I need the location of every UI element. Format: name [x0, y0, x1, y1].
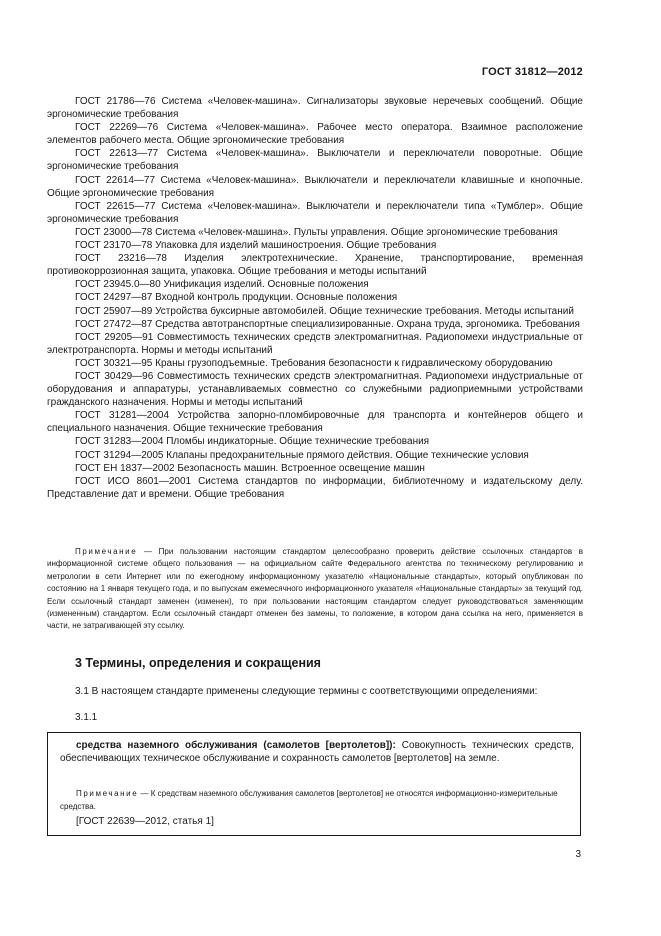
term-source: [ГОСТ 22639—2012, статья 1] — [76, 816, 214, 827]
section-title: 3 Термины, определения и сокращения — [75, 656, 321, 670]
reference-item: ГОСТ 27472—87 Средства автотранспортные специализированные. Охрана труда, эргономика. Требования — [75, 318, 580, 330]
reference-item: ГОСТ 22269—76 Система «Человек-машина». Рабочее место оператора. Взаимное расположение элементов рабочего места. Общие эргономические требования — [47, 122, 583, 147]
reference-item: ГОСТ 23000—78 Система «Человек-машина». Пульты управления. Общие эргономические требования — [75, 226, 558, 238]
clause-number: 3.1.1 — [75, 712, 98, 723]
term-definition-box — [47, 732, 581, 836]
term-note-label: Примечание — [76, 789, 139, 798]
term-note-text: — К средствам наземного обслуживания самолетов [вертолетов] не относятся информационно-измерительные средства. — [60, 789, 558, 811]
term-name: средства наземного обслуживания (самолетов [вертолетов]): — [76, 740, 396, 751]
reference-item: ГОСТ 31283—2004 Пломбы индикаторные. Общие технические требования — [75, 436, 430, 448]
section-intro: 3.1 В настоящем стандарте применены следующие термины с соответствующими определениями: — [75, 686, 538, 697]
references-note — [47, 546, 583, 633]
reference-item: ГОСТ 30429—96 Совместимость технических средств электромагнитная. Радиопомехи индустриальные от оборудования и аппаратуры, устанавливаемых совместно со служебными радиоприемными устройствами гражданского назначения. Нормы и методы испытаний — [47, 370, 583, 409]
reference-item: ГОСТ 23216—78 Изделия электротехнические. Хранение, транспортирование, временная противокоррозионная защита, упаковка. Общие требования и методы испытаний — [47, 253, 583, 278]
reference-item: ГОСТ 24297—87 Входной контроль продукции. Основные положения — [75, 292, 398, 304]
term-definition-text: Совокупность технических средств, обеспечивающих техническое обслуживание и сохранность самолетов [вертолетов] на земле. — [60, 740, 575, 764]
note-label: Примечание — [75, 547, 138, 556]
reference-item: ГОСТ 29205—91 Совместимость технических средств электромагнитная. Радиопомехи индустриальные от электротранспорта. Нормы и методы испытаний — [47, 331, 583, 356]
reference-item: ГОСТ 30321—95 Краны грузоподъемные. Требования безопасности к гидравлическому оборудованию — [75, 357, 553, 369]
document-code-header: ГОСТ 31812—2012 — [481, 66, 583, 78]
reference-item: ГОСТ 23170—78 Упаковка для изделий машиностроения. Общие требования — [75, 240, 437, 252]
reference-item: ГОСТ ИСО 8601—2001 Система стандартов по информации, библиотечному и издательскому делу. Представление дат и времени. Общие требования — [47, 475, 583, 500]
reference-item: ГОСТ 22613—77 Система «Человек-машина». Выключатели и переключатели поворотные. Общие эргономические требования — [47, 148, 583, 173]
reference-item: ГОСТ 31281—2004 Устройства запорно-пломбировочные для транспорта и контейнеров общего и специального назначения. Общие технические требования — [47, 410, 583, 435]
reference-item: ГОСТ 22614—77 Система «Человек-машина». Выключатели и переключатели клавишные и кнопочные. Общие эргономические требования — [47, 174, 583, 199]
reference-item: ГОСТ 22615—77 Система «Человек-машина». Выключатели и переключатели типа «Тумблер». Общие эргономические требования — [47, 200, 583, 225]
page-number: 3 — [575, 849, 581, 860]
term-note — [60, 787, 574, 813]
reference-item: ГОСТ 21786—76 Система «Человек-машина». Сигнализаторы звуковые неречевых сообщений. Общие эргономические требования — [47, 96, 583, 121]
reference-item: ГОСТ 25907—89 Устройства буксирные автомобилей. Общие технические требования. Методы испытаний — [75, 305, 574, 317]
normative-references-list — [47, 95, 583, 501]
term-definition — [60, 739, 574, 765]
note-text: — При пользовании настоящим стандартом целесообразно проверить действие ссылочных стандартов в информационной системе общего пользования — на официальном сайте Федерального агентства по техническому регулированию и метрологии в сети Интернет или по ежегодному информационному указателю «Национальные стандарты», который опубликован по состоянию на 1 января текущего года, и по выпускам ежемесячного информационного указателя «Национальные стандарты» за текущий год. Если ссылочный стандарт заменен (изменен), то при пользовании настоящим стандартом следует руководствоваться заменяющим (измененным) стандартом. Если ссылочный стандарт отменен без замены, то положение, в котором дана ссылка на него, применяется в части, не затрагивающей эту ссылку. — [47, 547, 583, 631]
reference-item: ГОСТ ЕН 1837—2002 Безопасность машин. Встроенное освещение машин — [75, 462, 425, 474]
reference-item: ГОСТ 31294—2005 Клапаны предохранительные прямого действия. Общие технические условия — [75, 449, 529, 461]
reference-item: ГОСТ 23945.0—80 Унификация изделий. Основные положения — [75, 279, 369, 291]
